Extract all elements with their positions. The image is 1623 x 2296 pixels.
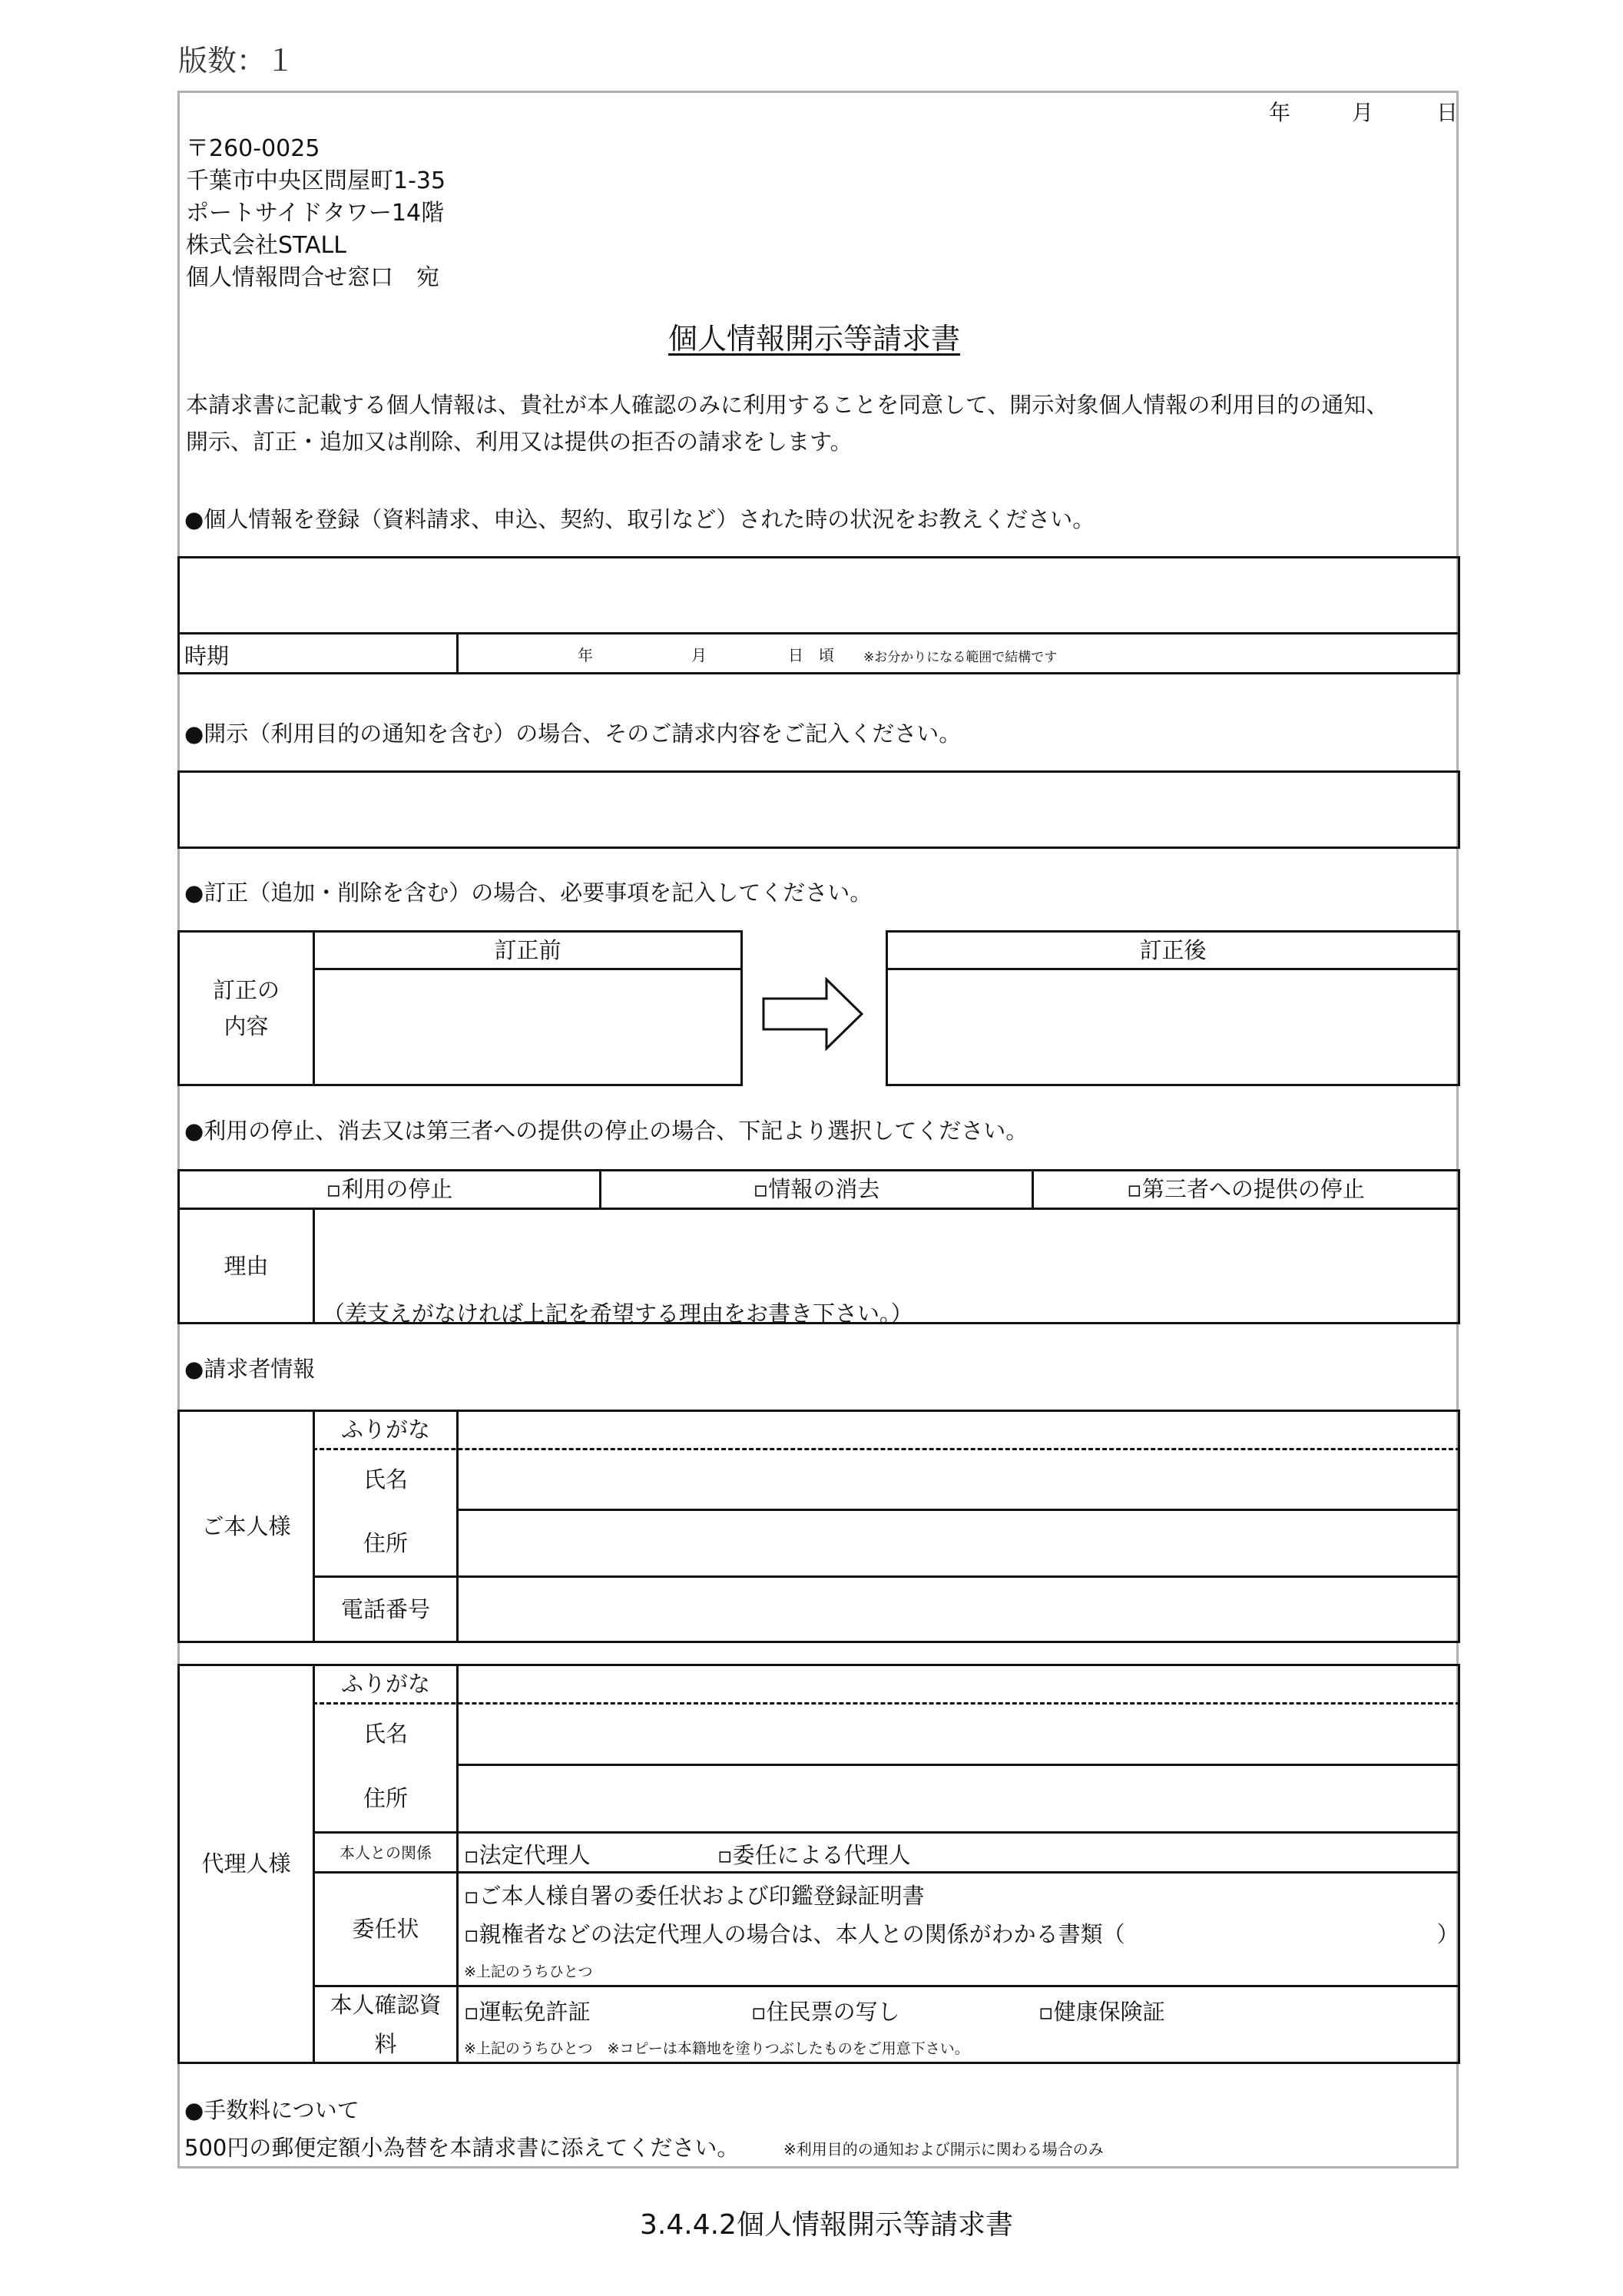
version-label: 版数：１ [178,44,296,78]
agent-name-label: 氏名 [363,1721,408,1748]
period-year: 年 [578,646,593,664]
correction-content-label-1: 訂正の [212,977,280,1004]
principal-furigana-label: ふりがな [340,1416,430,1443]
principal-address-label: 住所 [363,1529,408,1556]
relation-option-delegated[interactable]: ▫委任による代理人 [717,1842,911,1868]
stop-option-third-party[interactable]: ▫第三者への提供の停止 [1127,1176,1365,1203]
proxy-note: ※上記のうちひとつ [464,1963,593,1980]
registration-divider [177,632,1460,634]
relation-option-legal[interactable]: ▫法定代理人 [464,1842,591,1868]
disclosure-heading: ●開示（利用目的の通知を含む）の場合、そのご請求内容をご記入ください。 [184,721,962,747]
page-title: 個人情報開示等請求書 [668,322,961,356]
agent-relation-label: 本人との関係 [340,1843,432,1862]
registration-period-divider [456,632,459,674]
agent-proxy-line [313,1985,1460,1987]
reason-label: 理由 [224,1252,269,1279]
reason-input[interactable] [315,1210,1458,1322]
company-name: 株式会社STALL [186,232,346,259]
date-day: 日 [1436,100,1459,125]
date-year: 年 [1269,100,1291,125]
id-option-resident[interactable]: ▫住民票の写し [751,1999,900,2025]
principal-phone-label: 電話番号 [340,1595,430,1622]
principal-name-input[interactable] [459,1450,1458,1509]
principal-name-label: 氏名 [363,1466,408,1493]
disclosure-request-box[interactable] [177,770,1460,849]
proxy-option-2[interactable]: ▫親権者などの法定代理人の場合は、本人との関係がわかる書類（ ） [464,1921,1459,1947]
principal-address-input[interactable] [459,1511,1458,1575]
agent-id-label [315,1987,456,2062]
correction-after-label: 訂正後 [1139,936,1207,963]
agent-furigana-label: ふりがな [340,1671,430,1698]
correction-heading: ●訂正（追加・削除を含む）の場合、必要事項を記入してください。 [184,880,873,906]
correction-before-label: 訂正前 [494,936,561,963]
fee-text: 500円の郵便定額小為替を本請求書に添えてください。 [184,2135,740,2161]
agent-id-label-2: 料 [374,2030,397,2057]
arrow-right-icon [760,976,868,1052]
fee-heading: ●手数料について [184,2097,359,2123]
period-label: 時期 [184,643,230,669]
period-day: 日 頃 [788,646,834,664]
agent-id-label-1: 本人確認資 [330,1991,442,2018]
id-option-insurance[interactable]: ▫健康保険証 [1038,1999,1165,2025]
agent-address-input[interactable] [459,1766,1458,1831]
stop-option-erase[interactable]: ▫情報の消去 [753,1176,880,1203]
agent-address-line [313,1831,1460,1834]
proxy-option-1[interactable]: ▫ご本人様自署の委任状および印鑑登録証明書 [464,1883,925,1909]
principal-furigana-input[interactable] [459,1412,1458,1448]
principal-phone-input[interactable] [459,1578,1458,1641]
period-note: ※お分かりになる範囲で結構です [863,650,1058,665]
agent-address-label: 住所 [363,1785,408,1812]
period-month: 月 [691,646,707,664]
registration-heading: ●個人情報を登録（資料請求、申込、契約、取引など）された時の状況をお教えください。 [184,506,1095,532]
correction-after-header-line [886,968,1460,970]
intro-line1: 本請求書に記載する個人情報は、貴社が本人確認のみに利用することを同意して、開示対象個人情報の利用目的の通知、 [186,392,1389,418]
stop-option-use[interactable]: ▫利用の停止 [326,1176,453,1203]
agent-proxy-label: 委任状 [352,1916,419,1943]
document-footer: 3.4.4.2個人情報開示等請求書 [640,2209,1013,2241]
agent-label: 代理人様 [201,1850,291,1877]
postal-code: 〒260-0025 [186,135,320,162]
stop-heading: ●利用の停止、消去又は第三者への提供の停止の場合、下記より選択してください。 [184,1118,1028,1144]
principal-label: ご本人様 [201,1512,291,1539]
requester-heading: ●請求者情報 [184,1356,316,1382]
department: 個人情報問合せ窓口 宛 [186,264,439,291]
agent-furigana-input[interactable] [459,1666,1458,1702]
address-line1: 千葉市中央区問屋町1-35 [186,167,446,194]
id-option-license[interactable]: ▫運転免許証 [464,1999,591,2025]
correction-content-label-2: 内容 [224,1012,269,1039]
id-note: ※上記のうちひとつ ※コピーは本籍地を塗りつぶしたものをご用意下さい。 [464,2040,969,2057]
address-line2: ポートサイドタワー14階 [186,200,445,227]
reason-hint: （差支えがなければ上記を希望する理由をお書き下さい。） [323,1300,913,1327]
correction-before-header-line [313,968,743,970]
agent-name-input[interactable] [459,1705,1458,1764]
correction-content-label [180,933,313,1084]
fee-note: ※利用目的の通知および開示に関わる場合のみ [783,2140,1104,2159]
date-month: 月 [1352,100,1374,125]
agent-relation-line [313,1871,1460,1874]
intro-line2: 開示、訂正・追加又は削除、利用又は提供の拒否の請求をします。 [186,429,853,455]
